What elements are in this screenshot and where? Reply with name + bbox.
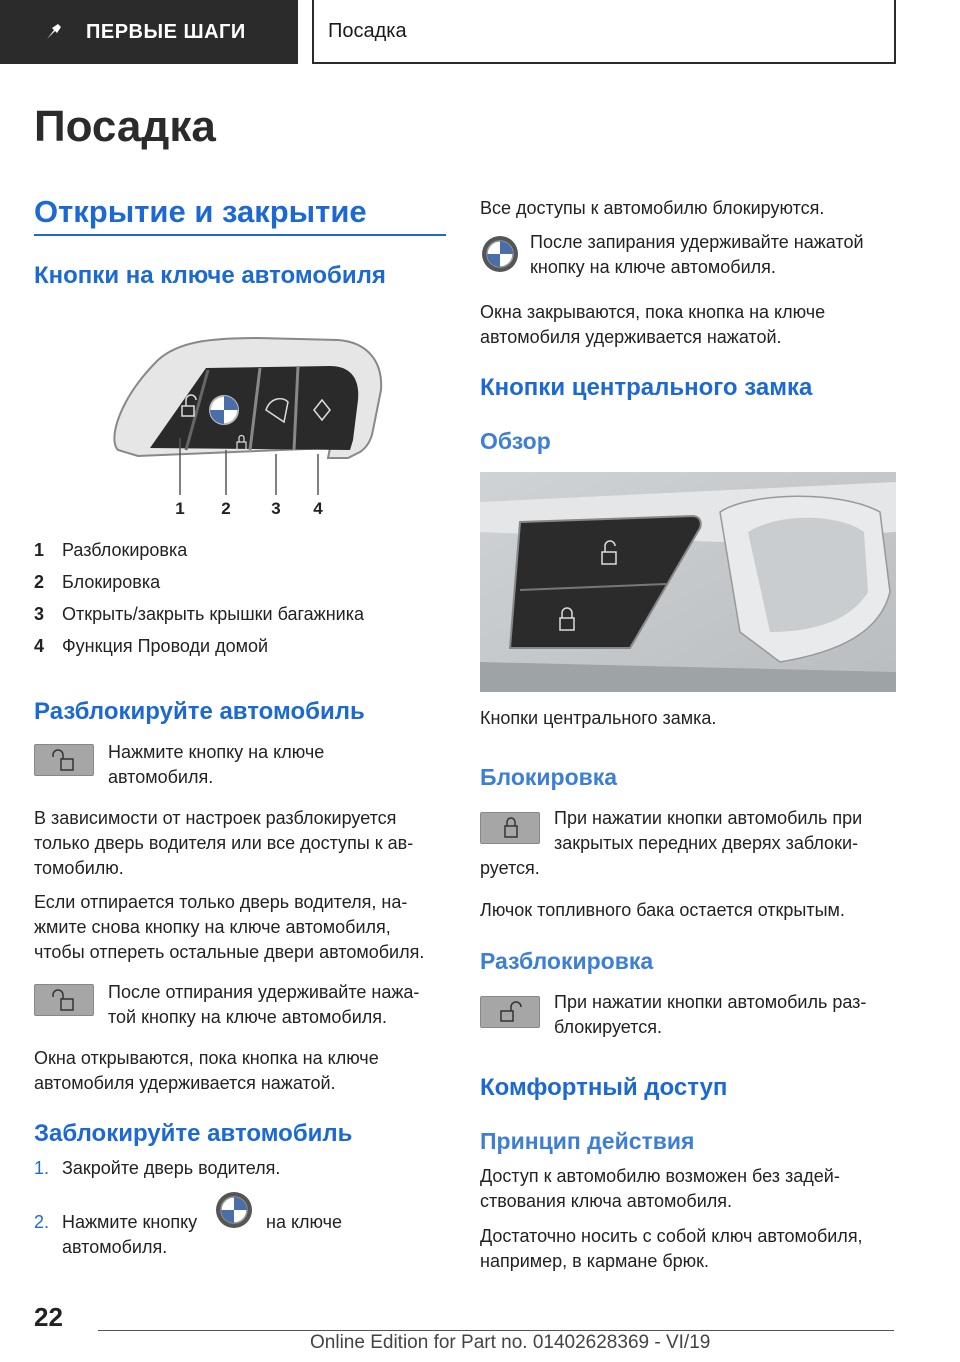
bmw-key-button-icon bbox=[480, 234, 520, 274]
unlock-press-text-2: автомобиля. bbox=[108, 767, 214, 787]
unlocking-text-1: При нажатии кнопки автомобиль раз- bbox=[554, 992, 867, 1012]
locking-text-1: При нажатии кнопки автомобиль при bbox=[554, 808, 863, 828]
bmw-logo-icon bbox=[210, 396, 238, 424]
list-item-text: Функция Проводи домой bbox=[62, 636, 269, 656]
section-tab[interactable] bbox=[0, 0, 298, 64]
list-item-number: 2 bbox=[34, 572, 45, 592]
lock-icon bbox=[481, 813, 541, 845]
principle-line: Достаточно носить с собой ключ автомобиля, bbox=[480, 1226, 863, 1246]
locking-text-3: руется. bbox=[480, 858, 540, 878]
unlock-icon bbox=[481, 997, 541, 1029]
unlock-icon bbox=[35, 985, 95, 1017]
lock-button-image bbox=[480, 812, 540, 844]
heading-open-close: Открытие и закрытие bbox=[34, 194, 367, 229]
all-locked-text: Все доступы к автомобилю блокируются. bbox=[480, 198, 825, 218]
driver-door-paragraph-line: Если отпирается только дверь водителя, на- bbox=[34, 892, 408, 912]
list-item-number: 4 bbox=[34, 636, 45, 656]
windows-open-line: автомобиля удерживается нажатой. bbox=[34, 1073, 336, 1093]
heading-overview: Обзор bbox=[480, 428, 551, 454]
list-item-text: Блокировка bbox=[62, 572, 161, 592]
heading-rule bbox=[34, 234, 446, 236]
heading-lock-vehicle: Заблокируйте автомобиль bbox=[34, 1120, 353, 1147]
principle-line: например, в кармане брюк. bbox=[480, 1251, 710, 1271]
heading-locking: Блокировка bbox=[480, 764, 618, 790]
driver-door-paragraph-line: чтобы отпереть остальные двери автомобиля. bbox=[34, 942, 425, 962]
footer-rule bbox=[98, 1330, 894, 1331]
step-text: автомобиля. bbox=[62, 1237, 168, 1257]
unlock-icon bbox=[35, 745, 95, 777]
page-number: 22 bbox=[34, 1302, 63, 1332]
key-fob-figure bbox=[98, 330, 388, 520]
windows-close-line: Окна закрываются, пока кнопка на ключе bbox=[480, 302, 826, 322]
unlocking-text-2: блокируется. bbox=[554, 1017, 662, 1037]
callout-label: 2 bbox=[221, 499, 231, 518]
unlock-button-image bbox=[34, 984, 94, 1016]
callout-label: 4 bbox=[313, 499, 323, 518]
unlock-paragraph-line: В зависимости от настроек разблокируется bbox=[34, 808, 397, 828]
windows-close-line: автомобиля удерживается нажатой. bbox=[480, 327, 782, 347]
callout-label: 1 bbox=[175, 499, 185, 518]
page-title: Посадка bbox=[34, 102, 216, 151]
unlock-hold-text-2: той кнопку на ключе автомобиля. bbox=[108, 1007, 388, 1027]
chapter-label: Посадка bbox=[328, 19, 407, 42]
flag-icon bbox=[44, 22, 64, 42]
unlock-button-image bbox=[480, 996, 540, 1028]
step-text: Закройте дверь водителя. bbox=[62, 1158, 281, 1178]
step-number: 2. bbox=[34, 1212, 50, 1232]
heading-key-buttons: Кнопки на ключе автомобиля bbox=[34, 262, 386, 289]
list-item-text: Разблокировка bbox=[62, 540, 188, 560]
principle-line: Доступ к автомобилю возможен без задей- bbox=[480, 1166, 840, 1186]
unlock-hold-text-1: После отпирания удерживайте нажа- bbox=[108, 982, 420, 1002]
callout-label: 3 bbox=[271, 499, 281, 518]
heading-unlock-vehicle: Разблокируйте автомобиль bbox=[34, 698, 365, 725]
chapter-header bbox=[312, 0, 896, 64]
heading-comfort-access: Комфортный доступ bbox=[480, 1074, 728, 1101]
list-item-text: Открыть/закрыть крышки багажника bbox=[62, 604, 365, 624]
unlock-press-text-1: Нажмите кнопку на ключе bbox=[108, 742, 325, 762]
lock-hold-text-1: После запирания удерживайте нажатой bbox=[530, 232, 864, 252]
heading-unlocking: Разблокировка bbox=[480, 948, 654, 974]
principle-line: ствования ключа автомобиля. bbox=[480, 1191, 733, 1211]
step-text: Нажмите кнопку bbox=[62, 1212, 198, 1232]
unlock-button-image bbox=[34, 744, 94, 776]
step-text: на ключе bbox=[266, 1212, 343, 1232]
door-figure-caption: Кнопки центрального замка. bbox=[480, 708, 717, 728]
locking-text-2: закрытых передних дверях заблоки- bbox=[554, 833, 858, 853]
list-item-number: 1 bbox=[34, 540, 45, 560]
fuel-flap-text: Лючок топливного бака остается открытым. bbox=[480, 900, 845, 920]
heading-principle: Принцип действия bbox=[480, 1128, 695, 1154]
door-lock-buttons-figure bbox=[480, 472, 896, 692]
unlock-paragraph-line: томобилю. bbox=[34, 858, 124, 878]
step-number: 1. bbox=[34, 1158, 50, 1178]
unlock-paragraph-line: только дверь водителя или все доступы к ав- bbox=[34, 833, 414, 853]
section-tab-label: ПЕРВЫЕ ШАГИ bbox=[86, 20, 246, 43]
driver-door-paragraph-line: жмите снова кнопку на ключе автомобиля, bbox=[34, 917, 391, 937]
edition-footer: Online Edition for Part no. 01402628369 - VI/19 bbox=[310, 1332, 711, 1353]
lock-hold-text-2: кнопку на ключе автомобиля. bbox=[530, 257, 776, 277]
windows-open-line: Окна открываются, пока кнопка на ключе bbox=[34, 1048, 379, 1068]
bmw-key-button-icon bbox=[214, 1190, 254, 1230]
list-item-number: 3 bbox=[34, 604, 45, 624]
heading-central-locking: Кнопки центрального замка bbox=[480, 374, 813, 401]
